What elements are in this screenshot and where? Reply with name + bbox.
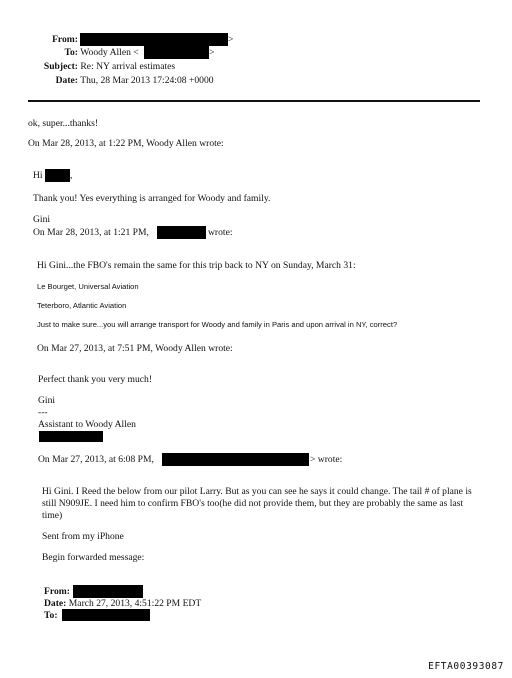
redacted-to-address bbox=[144, 46, 209, 59]
greeting-hi bbox=[33, 170, 43, 181]
wrote-121: wrote: bbox=[208, 227, 233, 238]
date-value: Thu, 28 Mar 2013 17:24:08 +0000 bbox=[80, 75, 214, 86]
fwd-from-label: From: bbox=[44, 586, 70, 597]
teterboro-line: Teterboro, Atlantic Aviation bbox=[37, 301, 127, 310]
thanks-arranged: Thank you! Yes everything is arranged for Woody and family. bbox=[33, 193, 271, 204]
fwd-date-value: March 27, 2013, 4:51:22 PM EDT bbox=[68, 598, 202, 609]
document-id: EFTA00393087 bbox=[428, 661, 504, 672]
signature-gini-1: Gini bbox=[33, 214, 51, 225]
redacted-greeting-name bbox=[45, 169, 73, 182]
quote-intro-woody-122: On Mar 28, 2013, at 1:22 PM, Woody Allen wrote: bbox=[28, 138, 224, 149]
redacted-fwd-to bbox=[62, 609, 150, 621]
to-close-bracket: > bbox=[209, 47, 215, 58]
quote-intro-woody-751: On Mar 27, 2013, at 7:51 PM, Woody Allen wrote: bbox=[37, 343, 233, 354]
transport-question: Just to make sure...you will arrange transport for Woody and family in Paris and upon arrival in NY, correct? bbox=[37, 320, 398, 329]
header-to-row bbox=[20, 47, 139, 58]
reply-ok-super: ok, super...thanks! bbox=[28, 118, 99, 129]
quote-intro-121: On Mar 28, 2013, at 1:21 PM, bbox=[33, 227, 149, 238]
signature-gini-2: Gini bbox=[38, 395, 56, 406]
subject-value: Re: NY arrival estimates bbox=[80, 61, 176, 72]
signature-dashes: --- bbox=[38, 407, 48, 418]
pilot-larry-message: Hi Gini. I Reed the below from our pilot Larry. But as you can see he says it could change. The tail # of plane is still N909JE. I need him to confirm FBO's too(he did not provide them, but they are probably the same as last time) bbox=[42, 486, 472, 521]
header-from-row bbox=[20, 34, 78, 45]
from-close-bracket: > bbox=[228, 34, 234, 45]
header-subject-row bbox=[20, 61, 175, 72]
to-value: Woody Allen < bbox=[80, 47, 139, 58]
le-bourget-line: Le Bourget, Universal Aviation bbox=[37, 282, 139, 291]
begin-forwarded: Begin forwarded message: bbox=[42, 552, 145, 563]
greeting-hi-text: Hi bbox=[33, 170, 43, 181]
to-label: To: bbox=[64, 47, 78, 58]
quote-intro-608: On Mar 27, 2013, at 6:08 PM, bbox=[38, 454, 154, 465]
perfect-thanks: Perfect thank you very much! bbox=[38, 374, 153, 385]
from-label: From: bbox=[52, 34, 78, 45]
date-label: Date: bbox=[55, 75, 78, 86]
fwd-to-label: To: bbox=[44, 610, 58, 621]
fwd-to-row bbox=[44, 610, 58, 621]
greeting-comma: , bbox=[70, 170, 73, 181]
assistant-title: Assistant to Woody Allen bbox=[38, 419, 136, 430]
redacted-contact-line bbox=[39, 431, 103, 442]
header-divider bbox=[28, 100, 480, 102]
redacted-from-address bbox=[80, 33, 228, 46]
sent-from-iphone: Sent from my iPhone bbox=[42, 531, 124, 542]
fwd-date-row bbox=[44, 598, 201, 609]
redacted-sender-608 bbox=[162, 453, 309, 466]
redacted-sender-121 bbox=[157, 226, 206, 239]
fwd-from-row bbox=[44, 586, 70, 597]
fbo-message: Hi Gini...the FBO's remain the same for this trip back to NY on Sunday, March 31: bbox=[37, 260, 356, 271]
subject-label: Subject: bbox=[43, 61, 78, 72]
redacted-fwd-from bbox=[73, 585, 143, 598]
fwd-date-label: Date: bbox=[44, 598, 67, 609]
header-date-row bbox=[20, 75, 214, 86]
wrote-608: > wrote: bbox=[310, 454, 343, 465]
